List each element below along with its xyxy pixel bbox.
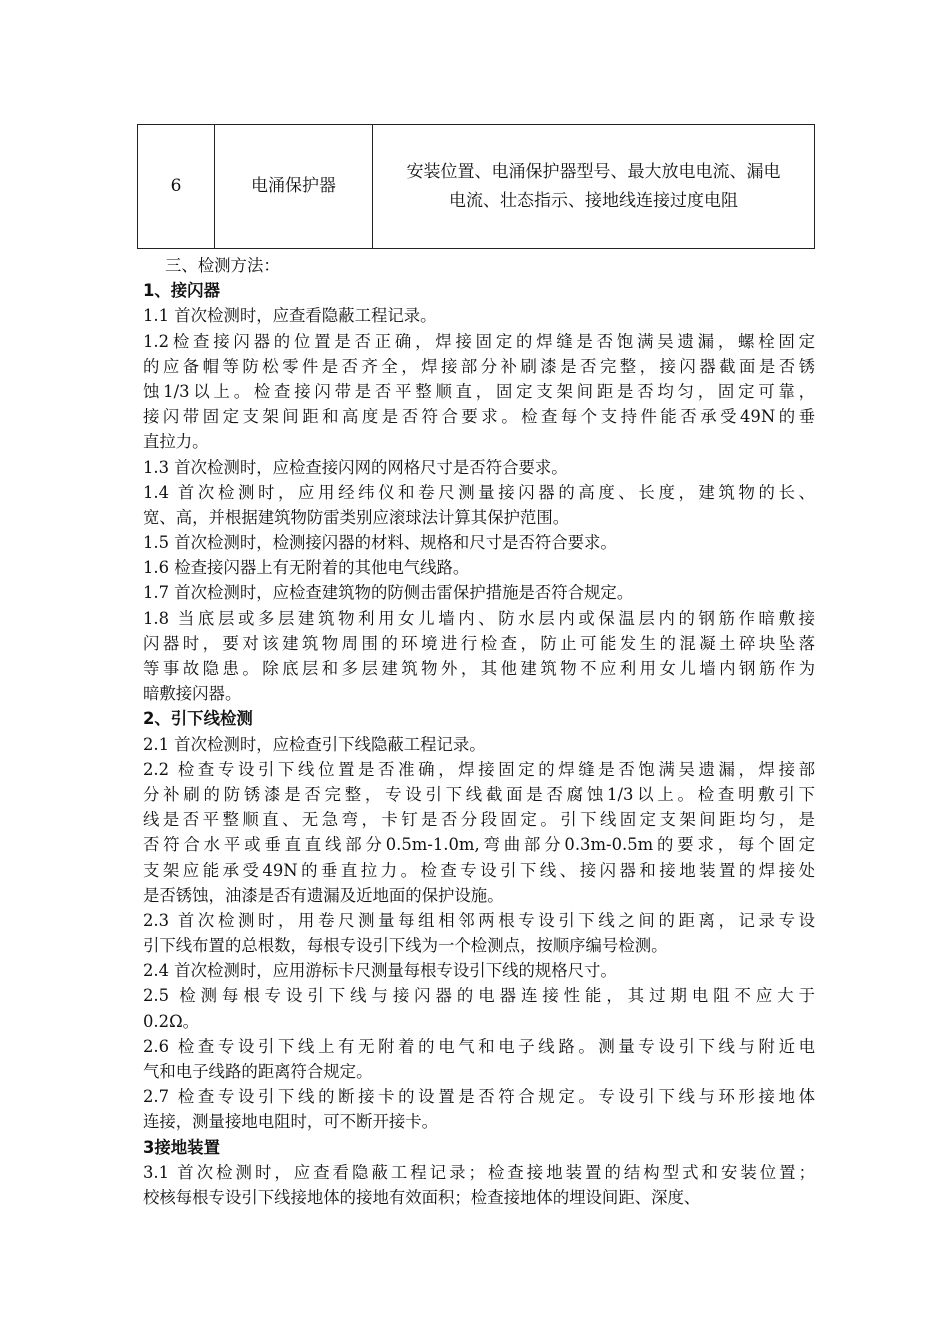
row-number-cell: 6 (138, 125, 215, 249)
paragraph-line: 1.2检查接闪器的位置是否正确，焊接固定的焊缝是否饱满吴遗漏，螺栓固定 (143, 331, 815, 351)
heading-down-conductor: 2、引下线检测 (143, 709, 253, 729)
paragraph-line: 宽、高，并根据建筑物防雷类别应滚球法计算其保护范围。 (143, 507, 570, 527)
paragraph-line: 的应备帽等防松零件是否齐全，焊接部分补刷漆是否完整，接闪器截面是否锈 (143, 356, 815, 376)
inspection-content-cell (373, 125, 815, 249)
paragraph-line: 校核每根专设引下线接地体的接地有效面积；检查接地体的埋设间距、深度、 (143, 1187, 701, 1207)
paragraph-line: 引下线布置的总根数，每根专设引下线为一个检测点，按顺序编号检测。 (143, 936, 668, 956)
paragraph-line: 否符合水平或垂直直线部分0.5m-1.0m,弯曲部分0.3m-0.5m的要求，每个固定 (143, 835, 815, 855)
paragraph-line: 气和电子线路的距离符合规定。 (143, 1062, 373, 1081)
table-row (138, 125, 815, 249)
paragraph-line: 1.1 首次检测时，应查看隐蔽工程记录。 (143, 306, 437, 326)
paragraph-line: 0.2Ω。 (143, 1011, 200, 1031)
paragraph-line: 蚀1/3以上。检查接闪带是否平整顺直，固定支架间距是否均匀，固定可靠， (143, 381, 815, 401)
paragraph-line: 直拉力。 (143, 432, 209, 452)
section-title: 三、检测方法： (165, 256, 280, 275)
paragraph-line: 线是否平整顺直、无急弯，卡钉是否分段固定。引下线固定支架间距均匀，是 (143, 810, 815, 830)
paragraph-line: 分补刷的防锈漆是否完整，专设引下线截面是否腐蚀1/3以上。检查明敷引下 (143, 784, 815, 804)
paragraph-line: 1.7 首次检测时，应检查建筑物的防侧击雷保护措施是否符合规定。 (143, 583, 634, 603)
paragraph-line: 2.1 首次检测时，应检查引下线隐蔽工程记录。 (143, 734, 486, 754)
paragraph-line: 暗敷接闪器。 (143, 684, 242, 704)
paragraph-line: 是否锈蚀，油漆是否有遗漏及近地面的保护设施。 (143, 885, 504, 905)
paragraph-line: 接闪带固定支架间距和高度是否符合要求。检查每个支持件能否承受49N的垂 (143, 407, 815, 427)
inspection-table (137, 124, 815, 249)
paragraph-line: 1.8 当底层或多层建筑物利用女儿墙内、防水层内或保温层内的钢筋作暗敷接 (143, 608, 815, 628)
body-text (143, 253, 815, 1210)
paragraph-line: 闪器时，要对该建筑物周围的环境进行检查，防止可能发生的混凝土碎块坠落 (143, 633, 815, 653)
paragraph-line: 2.4 首次检测时，应用游标卡尺测量每根专设引下线的规格尺寸。 (143, 961, 617, 981)
heading-air-terminal: 1、接闪器 (143, 281, 220, 301)
paragraph-line: 2.7 检查专设引下线的断接卡的设置是否符合规定。专设引下线与环形接地体 (143, 1087, 815, 1107)
paragraph-line: 1.5 首次检测时，检测接闪器的材料、规格和尺寸是否符合要求。 (143, 533, 617, 553)
paragraph-line: 1.3 首次检测时，应检查接闪网的网格尺寸是否符合要求。 (143, 457, 568, 477)
paragraph-line: 连接，测量接地电阻时，可不断开接卡。 (143, 1112, 439, 1132)
paragraph-line: 等事故隐患。除底层和多层建筑物外，其他建筑物不应利用女儿墙内钢筋作为 (143, 659, 815, 678)
paragraph-line: 1.4 首次检测时，应用经纬仪和卷尺测量接闪器的高度、长度，建筑物的长、 (143, 482, 815, 502)
paragraph-line: 支架应能承受49N的垂直拉力。检查专设引下线、接闪器和接地装置的焊接处 (143, 860, 815, 880)
heading-grounding-device: 3接地装置 (143, 1137, 220, 1157)
paragraph-line: 2.3 首次检测时，用卷尺测量每组相邻两根专设引下线之间的距离，记录专设 (143, 910, 815, 930)
paragraph-line: 2.5 检测每根专设引下线与接闪器的电器连接性能，其过期电阻不应大于 (143, 986, 815, 1006)
content-line: 安装位置、电涌保护器型号、最大放电电流、漏电 (406, 161, 781, 182)
paragraph-line: 2.6 检查专设引下线上有无附着的电气和电子线路。测量专设引下线与附近电 (143, 1036, 815, 1056)
paragraph-line: 3.1 首次检测时，应查看隐蔽工程记录；检查接地装置的结构型式和安装位置； (143, 1162, 815, 1182)
content-line: 电流、壮态指示、接地线连接过度电阻 (449, 190, 738, 211)
paragraph-line: 1.6 检查接闪器上有无附着的其他电气线路。 (143, 558, 470, 578)
item-name-cell: 电涌保护器 (215, 125, 373, 249)
paragraph-line: 2.2 检查专设引下线位置是否准确，焊接固定的焊缝是否饱满吴遗漏，焊接部 (143, 759, 815, 779)
